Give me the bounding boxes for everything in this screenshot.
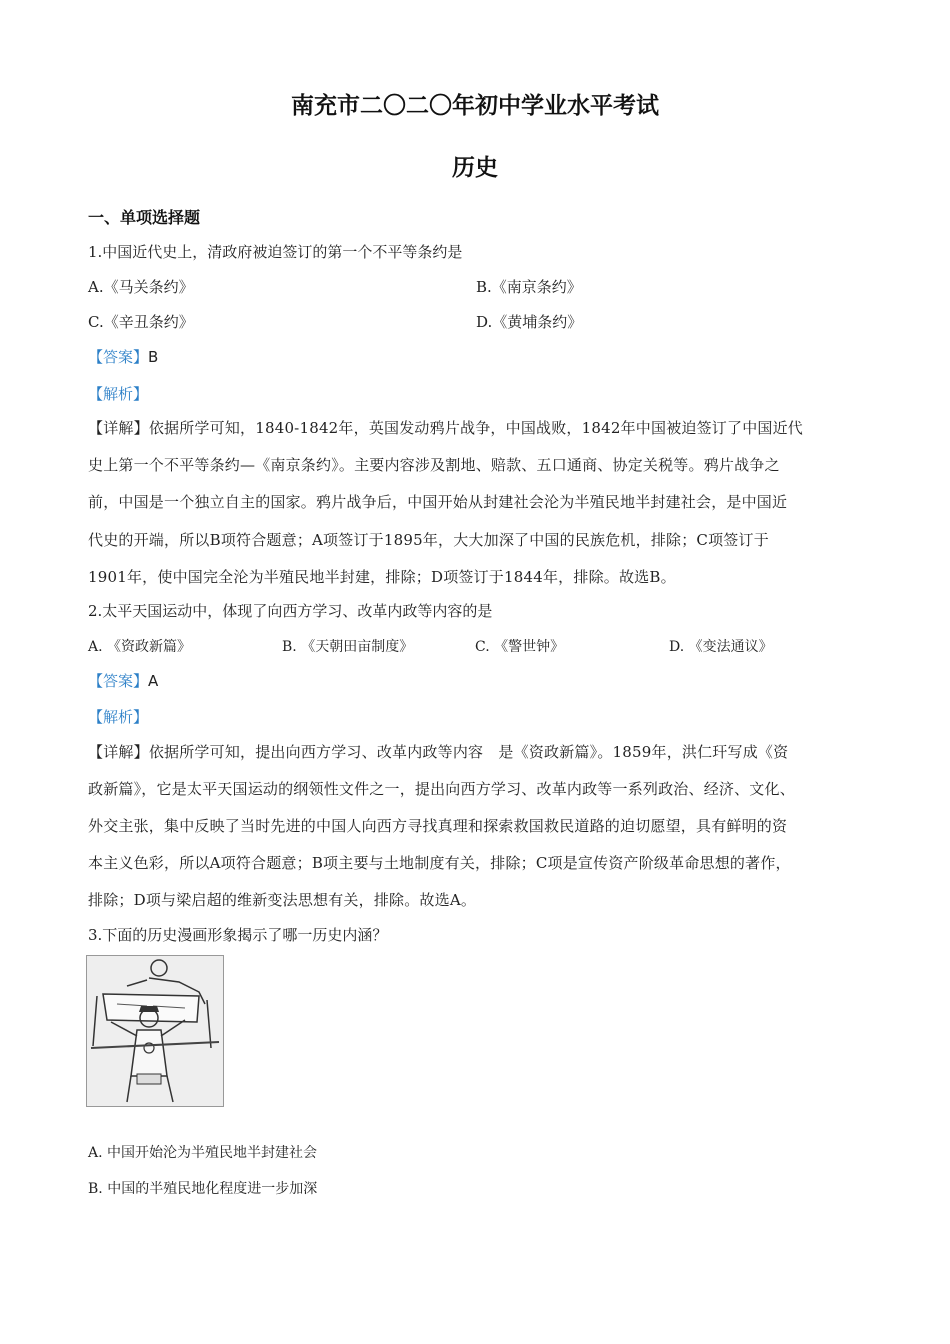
q2-option-d: D. 《变法通议》 <box>669 639 773 655</box>
q1-answer <box>88 346 158 367</box>
q3-option-a: A. 中国开始沦为半殖民地半封建社会 <box>88 1145 318 1161</box>
q2-option-b: B. 《天朝田亩制度》 <box>282 639 414 655</box>
q1-detail-line: 代史的开端，所以B项符合题意；A项签订于1895年，大大加深了中国的民族危机，排除；C项签订于 <box>88 531 769 549</box>
q1-analysis-label: 【解析】 <box>88 385 149 403</box>
detail-label: 【详解】 <box>88 419 149 437</box>
history-cartoon-image <box>86 955 224 1107</box>
q1-detail-line: 1901年，使中国完全沦为半殖民地半封建，排除；D项签订于1844年，排除。故选B。 <box>88 568 676 586</box>
subject-title: 历史 <box>452 155 498 181</box>
q1-option-c: C.《辛丑条约》 <box>88 313 194 331</box>
q2-analysis-label: 【解析】 <box>88 708 149 726</box>
section-heading: 一、单项选择题 <box>88 208 201 227</box>
q1-detail-line: 【详解】依据所学可知，1840-1842年，英国发动鸦片战争，中国战败，1842年中国被迫签订了中国近代 <box>88 419 804 437</box>
answer-label: 【答案】 <box>88 348 149 366</box>
q2-detail-line: 【详解】依据所学可知，提出向西方学习、改革内政等内容 是《资政新篇》。1859年，洪仁玕写成《资 <box>88 743 789 761</box>
q1-option-d: D.《黄埔条约》 <box>476 313 583 331</box>
question-2-stem: 2.太平天国运动中，体现了向西方学习、改革内政等内容的是 <box>88 602 493 620</box>
q2-detail-line: 外交主张，集中反映了当时先进的中国人向西方寻找真理和探索救国救民道路的迫切愿望，具有鲜明的资 <box>88 817 788 835</box>
q2-answer <box>88 670 158 691</box>
q1-option-b: B.《南京条约》 <box>476 278 582 296</box>
q2-detail-line: 政新篇》，它是太平天国运动的纲领性文件之一，提出向西方学习、改革内政等一系列政治、经济、文化、 <box>88 780 795 798</box>
q2-detail-line: 本主义色彩，所以A项符合题意；B项主要与土地制度有关，排除；C项是宣传资产阶级革命思想的著作， <box>88 854 791 872</box>
q1-detail-line: 史上第一个不平等条约—《南京条约》。主要内容涉及割地、赔款、五口通商、协定关税等。鸦片战争之 <box>88 456 780 474</box>
question-1-stem: 1.中国近代史上，清政府被迫签订的第一个不平等条约是 <box>88 243 463 261</box>
cartoon-drawing <box>87 956 223 1106</box>
answer-value: B <box>148 348 159 366</box>
question-3-stem: 3.下面的历史漫画形象揭示了哪一历史内涵？ <box>88 926 388 944</box>
q2-option-a: A. 《资政新篇》 <box>88 639 192 655</box>
q2-option-c: C. 《警世钟》 <box>475 639 565 655</box>
answer-value: A <box>148 672 159 690</box>
exam-title: 南充市二〇二〇年初中学业水平考试 <box>291 93 659 119</box>
q3-option-b: B. 中国的半殖民地化程度进一步加深 <box>88 1181 318 1197</box>
q1-detail-line: 前，中国是一个独立自主的国家。鸦片战争后，中国开始从封建社会沦为半殖民地半封建社会，是中国近 <box>88 493 788 511</box>
detail-label: 【详解】 <box>88 743 149 761</box>
q1-option-a: A.《马关条约》 <box>88 278 194 296</box>
q2-detail-line: 排除；D项与梁启超的维新变法思想有关，排除。故选A。 <box>88 891 477 909</box>
answer-label: 【答案】 <box>88 672 149 690</box>
